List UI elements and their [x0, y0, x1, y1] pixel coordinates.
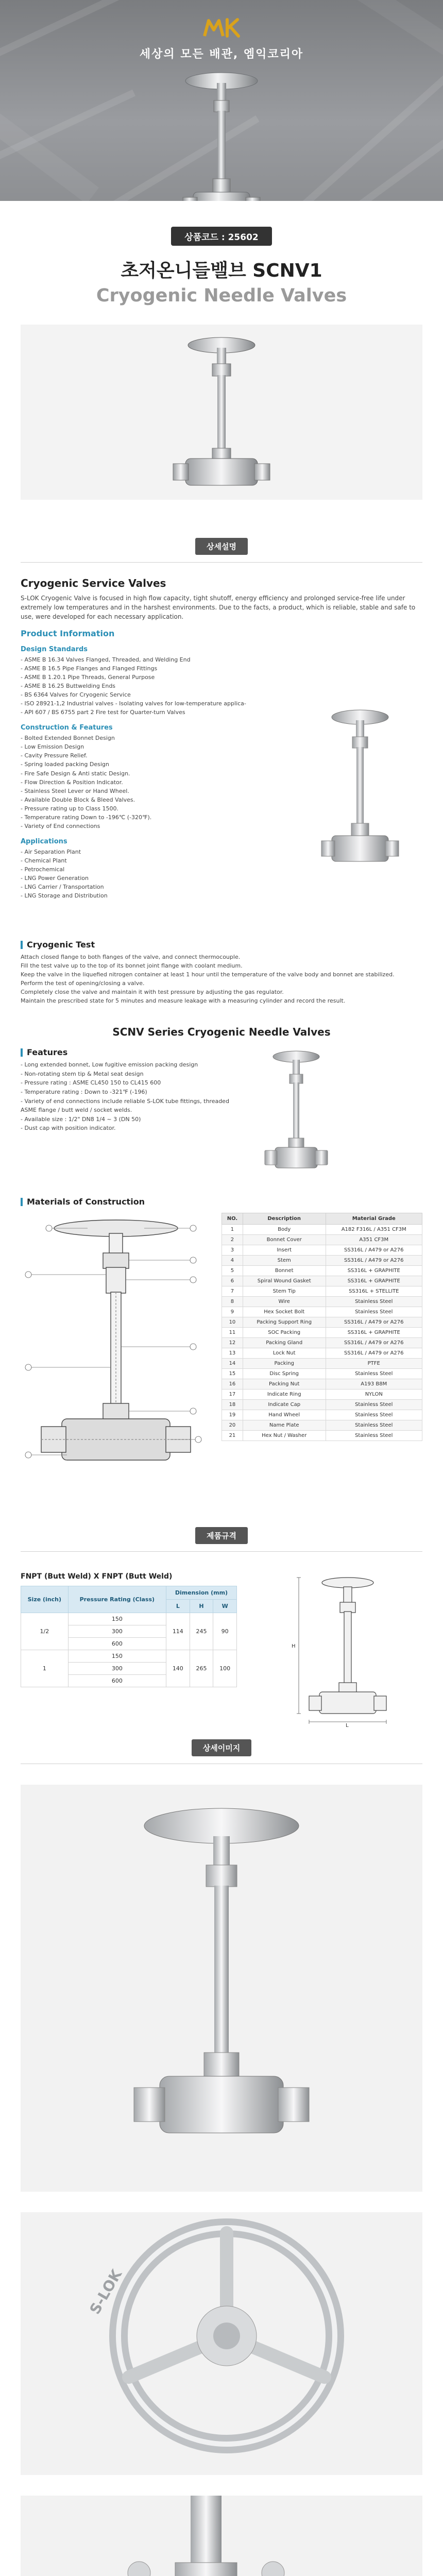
list-item: - Available size : 1/2" DN8 1/4 ~ 3 (DN 50) [21, 1115, 141, 1123]
table-row [222, 1348, 422, 1359]
table-row [222, 1400, 422, 1410]
table-row [222, 1266, 422, 1276]
list-item: - Flow Direction & Position Indicator. [21, 778, 123, 786]
cell-no: 7 [222, 1286, 243, 1297]
sectional-drawing [21, 1213, 211, 1481]
cell-description: Hex Nut / Washer [243, 1431, 326, 1441]
table-row [222, 1245, 422, 1256]
cell-material: SS316L / A479 or A276 [326, 1317, 422, 1328]
list-item: - LNG Carrier / Transportation [21, 884, 104, 891]
cell-material: PTFE [326, 1359, 422, 1369]
cell-rating: 600 [68, 1675, 166, 1687]
cell-no: 1 [222, 1225, 243, 1235]
dimension-drawing [288, 1572, 407, 1727]
cell-no: 8 [222, 1297, 243, 1307]
list-item: - Dust cap with position indicator. [21, 1125, 116, 1132]
table-row [222, 1256, 422, 1266]
table-row [222, 1379, 422, 1389]
cell-description: Insert [243, 1245, 326, 1256]
cell-no: 18 [222, 1400, 243, 1410]
intro-text: S-LOK Cryogenic Valve is focused in high flow capacity, tight shutoff, energy efficiency and prolonged service-free life under extremely low temperatures and in the harshest environments. Due to the facts, a product, which is reliable, stable and safe to use, were developed for each necessary application. [21, 595, 416, 620]
table-header: W [213, 1600, 237, 1613]
table-row [222, 1307, 422, 1317]
features-valve-image [258, 1047, 335, 1176]
cell-material: SS316L + STELLITE [326, 1286, 422, 1297]
list-item: - LNG Storage and Distribution [21, 892, 108, 900]
cell-rating: 300 [68, 1663, 166, 1675]
cell-size: 1/2 [21, 1613, 69, 1650]
cell-description: Lock Nut [243, 1348, 326, 1359]
applications-title: Applications [21, 837, 67, 845]
section-specs-header [0, 1527, 443, 1552]
cell-description: Packing Gland [243, 1338, 326, 1348]
table-row [21, 1650, 237, 1663]
cell-material: NYLON [326, 1389, 422, 1400]
list-item: - ASME B 1.20.1 Pipe Threads, General Purpose [21, 674, 155, 681]
cell-size: 1 [21, 1650, 69, 1687]
cell-no: 17 [222, 1389, 243, 1400]
list-item: - Low Emission Design [21, 743, 84, 751]
list-item: - Pressure rating : ASME CL450 150 to CL415 600 [21, 1079, 161, 1087]
cell-material: SS316L / A479 or A276 [326, 1245, 422, 1256]
cell-material: SS316L + GRAPHITE [326, 1266, 422, 1276]
cell-description: Wire [243, 1297, 326, 1307]
cell-no: 21 [222, 1431, 243, 1441]
list-item: - Cavity Pressure Relief. [21, 752, 88, 759]
cell-rating: 300 [68, 1625, 166, 1638]
hero-tagline: 세상의 모든 배관, 엠익코리아 [139, 48, 304, 61]
hero-banner [0, 0, 443, 222]
cell-no: 5 [222, 1266, 243, 1276]
cell-material: Stainless Steel [326, 1400, 422, 1410]
cell-description: Name Plate [243, 1420, 326, 1431]
cell-material: Stainless Steel [326, 1297, 422, 1307]
info-valve-image [316, 706, 404, 876]
list-item: - Pressure rating up to Class 1500. [21, 805, 118, 812]
list-item: - Spring loaded packing Design [21, 761, 109, 768]
table-header: Dimension (mm) [166, 1586, 237, 1600]
cell-no: 15 [222, 1369, 243, 1379]
cell-material: SS316L + GRAPHITE [326, 1328, 422, 1338]
product-title-korean: 초저온니들밸브 SCNV1 [121, 260, 322, 281]
cell-no: 6 [222, 1276, 243, 1286]
cell-material: SS316L / A479 or A276 [326, 1348, 422, 1359]
table-row [222, 1297, 422, 1307]
cell-no: 10 [222, 1317, 243, 1328]
cell-material: SS316L + GRAPHITE [326, 1276, 422, 1286]
cell-no: 4 [222, 1256, 243, 1266]
table-row [222, 1328, 422, 1338]
list-item: - API 607 / BS 6755 part 2 Fire test for Quarter-turn Valves [21, 709, 185, 716]
cell-material: SS316L / A479 or A276 [326, 1338, 422, 1348]
features-list [21, 1060, 268, 1133]
table-header: Material Grade [326, 1213, 422, 1225]
materials-title: Materials of Construction [21, 1197, 422, 1207]
cell-material: A182 F316L / A351 CF3M [326, 1225, 422, 1235]
list-item: - Variety of End connections [21, 822, 100, 829]
cell-description: Hex Socket Bolt [243, 1307, 326, 1317]
cell-description: Disc Spring [243, 1369, 326, 1379]
cell-material: Stainless Steel [326, 1369, 422, 1379]
cryogenic-test-line: Attach closed flange to both flanges of the valve, and connect thermocouple. [21, 954, 241, 960]
cell-no: 13 [222, 1348, 243, 1359]
dim-h-label: H [292, 1643, 296, 1650]
table-header: Size (inch) [21, 1586, 69, 1613]
cell-no: 12 [222, 1338, 243, 1348]
list-item: ASME flange / butt weld / socket welds. [21, 1107, 132, 1114]
cell-material: Stainless Steel [326, 1307, 422, 1317]
cell-rating: 600 [68, 1638, 166, 1650]
table-row [222, 1420, 422, 1431]
hero-valve-image [173, 70, 270, 222]
intro-heading: Cryogenic Service Valves [21, 577, 166, 589]
cell-w: 90 [213, 1613, 237, 1650]
table-row [222, 1359, 422, 1369]
list-item: - ISO 28921-1,2 Industrial valves - Isolating valves for low-temperature applica- [21, 700, 246, 707]
cell-h: 265 [190, 1650, 213, 1687]
section-details-label: 상세이미지 [192, 1739, 251, 1756]
list-item: - Fire Safe Design & Anti static Design. [21, 770, 130, 777]
detail-photo-full [21, 1785, 422, 2192]
list-item: - Bolted Extended Bonnet Design [21, 735, 115, 742]
cell-description: Stem Tip [243, 1286, 326, 1297]
cryogenic-test-block [0, 940, 443, 1005]
spec-table [21, 1586, 237, 1687]
table-row [222, 1235, 422, 1245]
list-item: - ASME B 16.34 Valves Flanged, Threaded, and Welding End [21, 656, 191, 663]
features-title: Features [21, 1047, 422, 1057]
cryogenic-test-line: Perform the test of opening/closing a valve. [21, 980, 145, 987]
cell-description: Indicate Ring [243, 1389, 326, 1400]
info-title: Product Information [21, 629, 115, 638]
detail-photo-handwheel [21, 2212, 422, 2475]
list-item: - Stainless Steel Lever or Hand Wheel. [21, 787, 129, 794]
list-item: - Available Double Block & Bleed Valves. [21, 796, 135, 803]
cell-description: Packing Nut [243, 1379, 326, 1389]
table-row [21, 1613, 237, 1625]
cell-material: Stainless Steel [326, 1410, 422, 1420]
cell-material: A193 B8M [326, 1379, 422, 1389]
list-item: - Temperature rating : Down to -321℉ (-196) [21, 1089, 147, 1096]
product-information [21, 629, 422, 938]
logo-icon [201, 15, 242, 40]
cryogenic-test-title: Cryogenic Test [21, 940, 422, 950]
table-header: H [190, 1600, 213, 1613]
materials-block [0, 1197, 443, 1522]
cell-no: 9 [222, 1307, 243, 1317]
cell-no: 16 [222, 1379, 243, 1389]
cell-description: Spiral Wound Gasket [243, 1276, 326, 1286]
detail-photo-body [21, 2496, 422, 2576]
intro-block [0, 563, 443, 621]
brand-logo [0, 15, 443, 42]
cell-h: 245 [190, 1613, 213, 1650]
detail-handwheel-image [21, 2212, 422, 2475]
cell-description: Body [243, 1225, 326, 1235]
table-row [222, 1410, 422, 1420]
cell-description: Bonnet Cover [243, 1235, 326, 1245]
brand-mark-text: S-LOK [86, 2266, 126, 2317]
cell-material: A351 CF3M [326, 1235, 422, 1245]
cryogenic-test-line: Fill the test valve up to the top of its bonnet joint flange with coolant medium. [21, 962, 243, 970]
dim-l-label: L [346, 1723, 349, 1727]
applications-list [21, 848, 263, 900]
list-item: - Petrochemical [21, 866, 65, 873]
cell-material: Stainless Steel [326, 1431, 422, 1441]
cell-w: 100 [213, 1650, 237, 1687]
cell-no: 2 [222, 1235, 243, 1245]
list-item: - ASME B 16.25 Buttwelding Ends [21, 683, 116, 690]
cell-rating: 150 [68, 1613, 166, 1625]
spec-block [0, 1572, 443, 1732]
cell-description: Packing [243, 1359, 326, 1369]
cryogenic-test-line: Maintain the prescribed state for 5 minutes and measure leakage with a measuring cylinder and record the result. [21, 997, 346, 1005]
list-item: - Variety of end connections include reliable S-LOK tube fittings, threaded [21, 1097, 229, 1105]
main-valve-image [21, 325, 422, 500]
table-header: Description [243, 1213, 326, 1225]
table-row [222, 1338, 422, 1348]
table-row [222, 1225, 422, 1235]
cell-description: Packing Support Ring [243, 1317, 326, 1328]
table-row [222, 1389, 422, 1400]
cell-no: 14 [222, 1359, 243, 1369]
product-title-block [0, 222, 443, 306]
cell-no: 11 [222, 1328, 243, 1338]
list-item: - Air Separation Plant [21, 848, 81, 855]
cell-no: 19 [222, 1410, 243, 1420]
series-title: SCNV Series Cryogenic Needle Valves [112, 1026, 331, 1039]
section-description-label: 상세설명 [195, 538, 248, 555]
list-item: - Temperature rating Down to -196℃ (-320℉). [21, 814, 152, 821]
table-row [222, 1369, 422, 1379]
cell-l: 114 [166, 1613, 190, 1650]
cell-no: 3 [222, 1245, 243, 1256]
table-header: L [166, 1600, 190, 1613]
section-description-header [0, 538, 443, 563]
design-standards-list [21, 655, 263, 717]
design-standards-title: Design Standards [21, 646, 88, 653]
list-item: - Long extended bonnet, Low fugitive emission packing design [21, 1061, 198, 1069]
product-title-english: Cryogenic Needle Valves [96, 285, 347, 306]
cell-description: Indicate Cap [243, 1400, 326, 1410]
list-item: - BS 6364 Valves for Cryogenic Service [21, 691, 131, 699]
cell-material: Stainless Steel [326, 1420, 422, 1431]
spec-caption: FNPT (Butt Weld) X FNPT (Butt Weld) [21, 1572, 173, 1581]
table-row [222, 1431, 422, 1441]
section-specs-label: 제품규격 [195, 1527, 248, 1544]
table-header: Pressure Rating (Class) [68, 1586, 166, 1613]
construction-title: Construction & Features [21, 724, 113, 732]
cell-no: 20 [222, 1420, 243, 1431]
product-code-badge: 상품코드 : 25602 [171, 227, 271, 246]
table-row [222, 1317, 422, 1328]
list-item: - ASME B 16.5 Pipe Flanges and Flanged Fittings [21, 665, 158, 672]
table-row [222, 1276, 422, 1286]
construction-list [21, 734, 263, 831]
table-header: NO. [222, 1213, 243, 1225]
cell-rating: 150 [68, 1650, 166, 1663]
detail-images [0, 1785, 443, 2576]
list-item: - Non-rotating stem tip & Metal seat design [21, 1070, 144, 1077]
detail-body-image [21, 2496, 422, 2576]
cryogenic-test-line: Keep the valve in the liquefied nitrogen container at least 1 hour until the temperature of the valve body and bonnet are stabilized. [21, 971, 395, 978]
cell-description: Bonnet [243, 1266, 326, 1276]
detail-full-valve-image [21, 1785, 422, 2192]
table-row [222, 1286, 422, 1297]
list-item: - Chemical Plant [21, 857, 67, 864]
cell-material: SS316L / A479 or A276 [326, 1256, 422, 1266]
cell-description: Stem [243, 1256, 326, 1266]
section-details-header [0, 1739, 443, 1764]
product-main-photo [21, 325, 422, 500]
cell-description: Hand Wheel [243, 1410, 326, 1420]
cell-description: SOC Packing [243, 1328, 326, 1338]
cell-l: 140 [166, 1650, 190, 1687]
list-item: - LNG Power Generation [21, 874, 89, 882]
features-block [0, 1047, 443, 1197]
materials-table [222, 1213, 422, 1441]
cryogenic-test-line: Completely close the valve and maintain it with test pressure by adjusting the gas regulator. [21, 989, 284, 996]
